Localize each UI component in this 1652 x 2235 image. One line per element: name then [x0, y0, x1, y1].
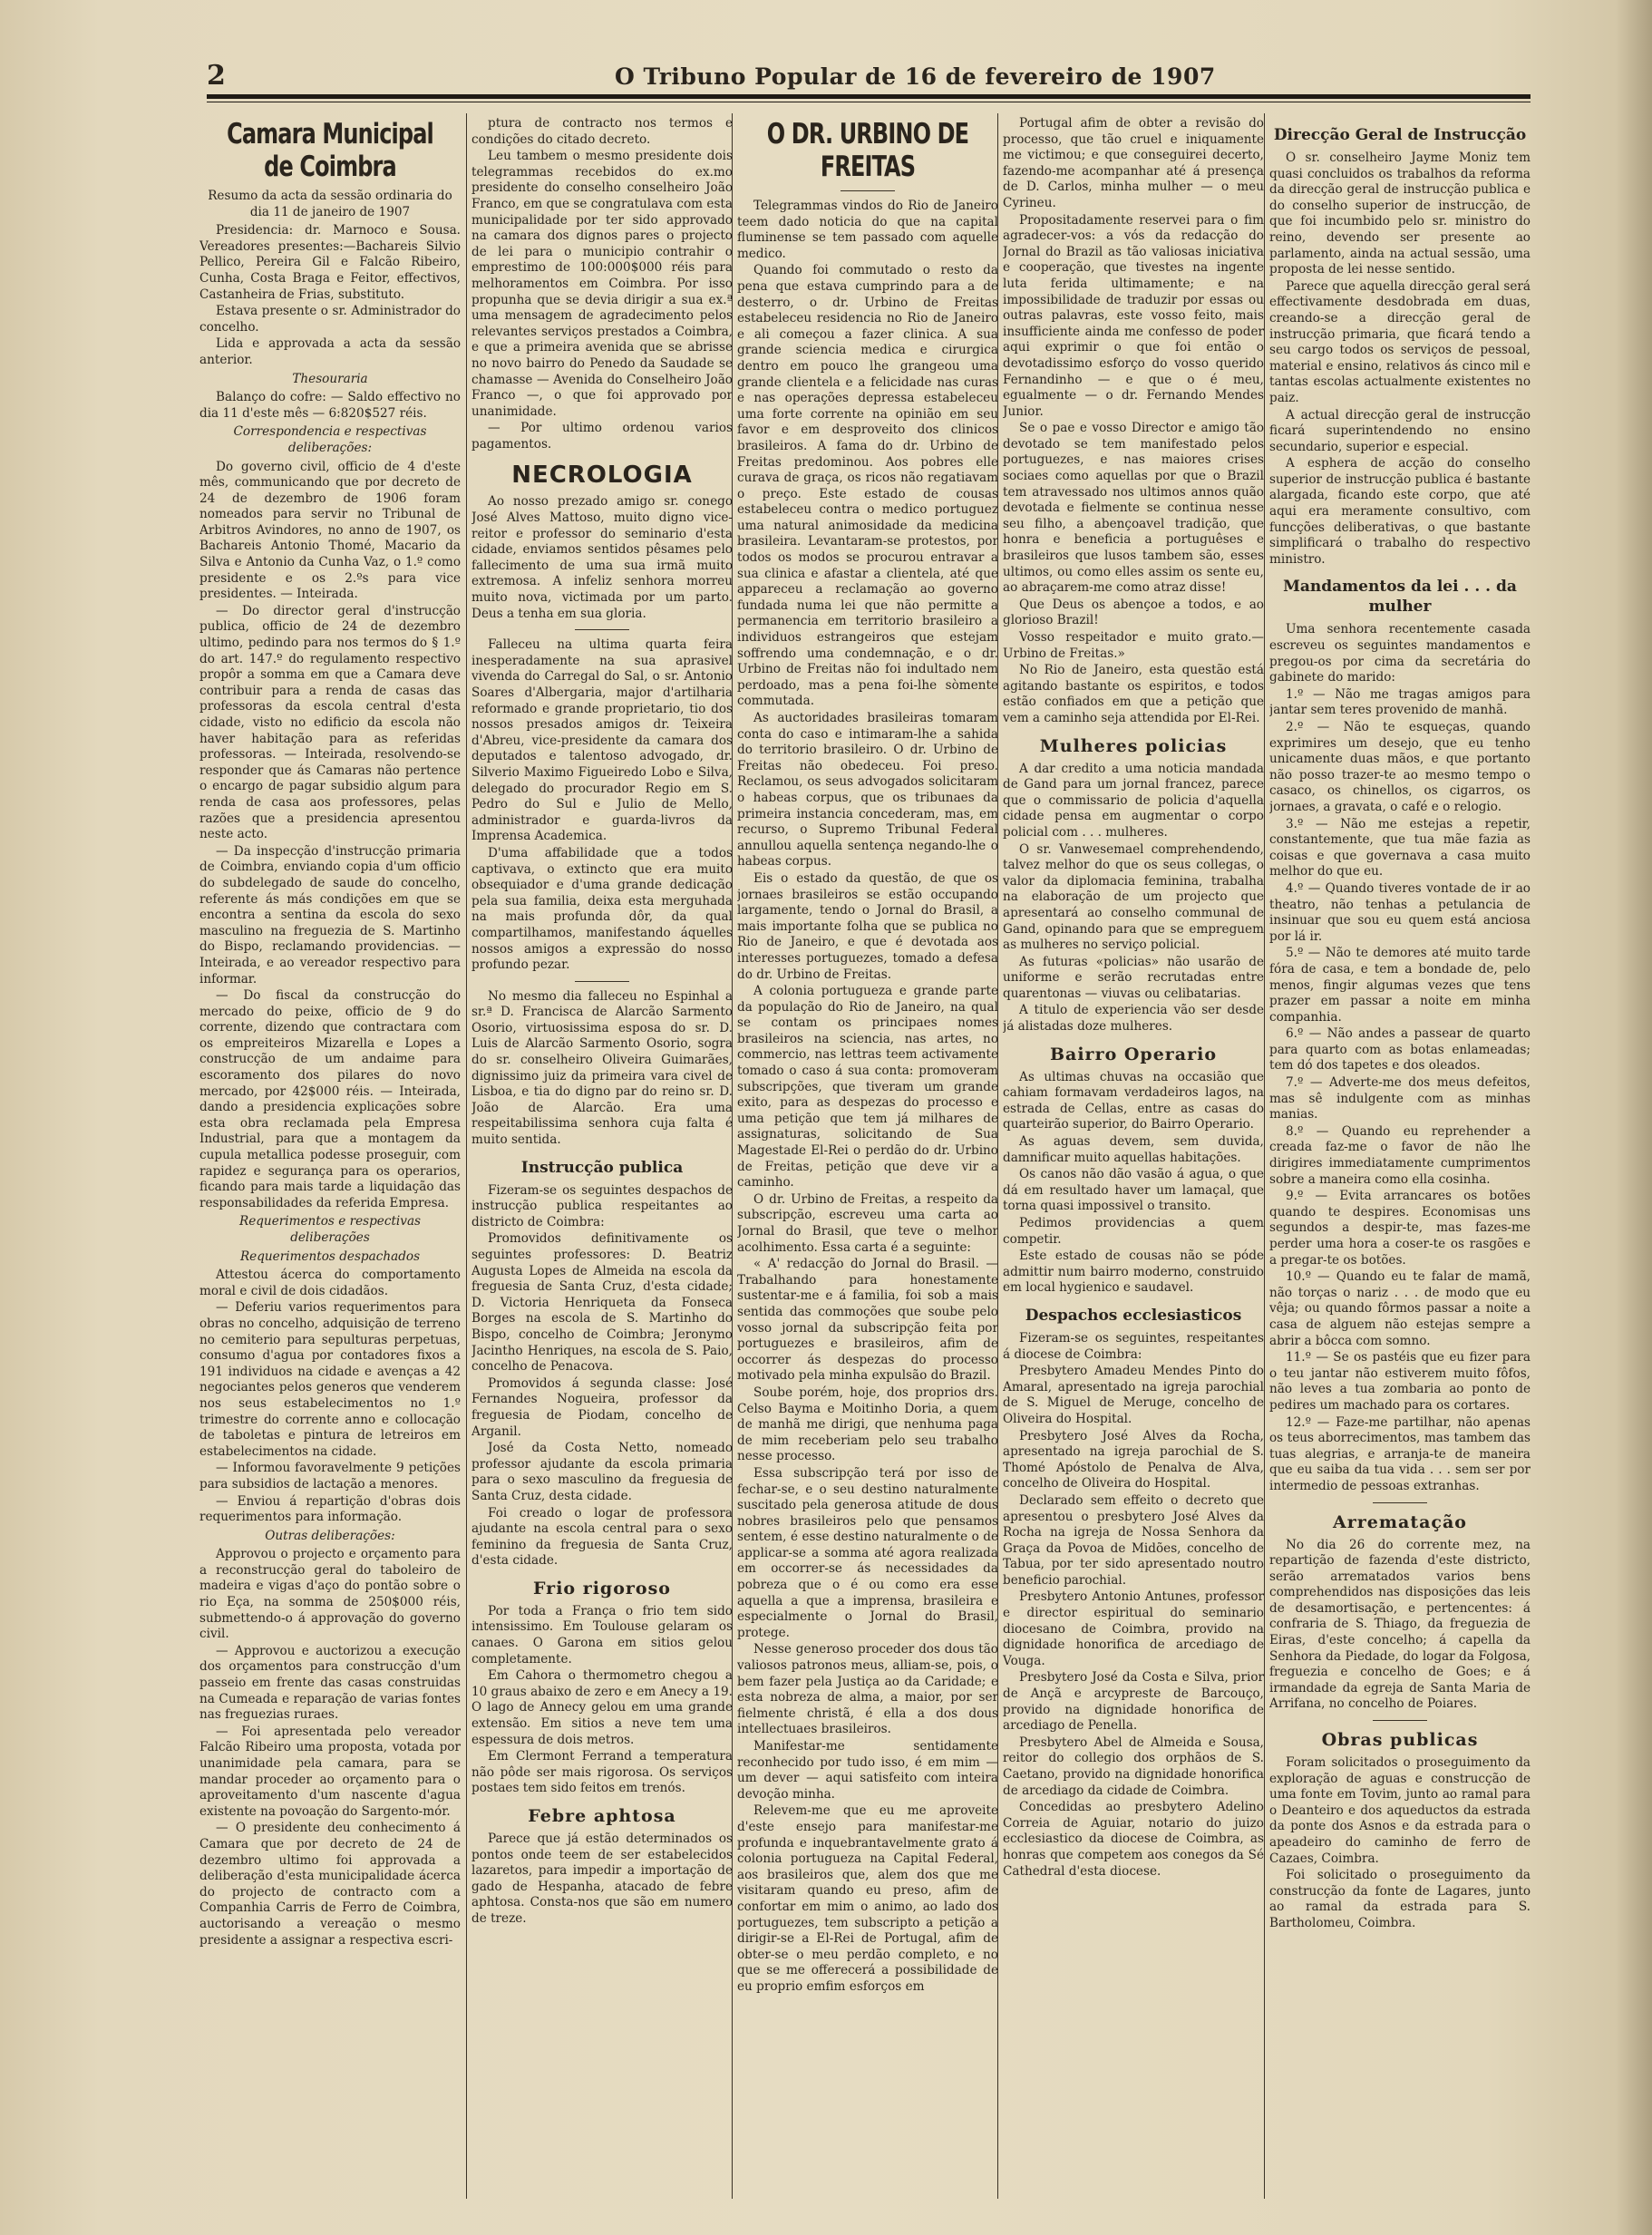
- paragraph: — Deferiu varios requerimentos para obras no concelho, adquisição de terreno no cemiterio para sepulturas perpetuas, consumo d'agua por contadores fixos a 191 individuos na cidade e avenças a 42 negociantes pelos generos que venderem nos seus estabelecimentos no 1.º trimestre do corrente anno e collocação de taboletas e pintura de letreiros em estabelecimentos na cidade.: [199, 1300, 461, 1459]
- newspaper-title: O Tribuno Popular de 16 de fevereiro de 1907: [615, 63, 1216, 90]
- divider: [575, 981, 629, 982]
- paragraph: No mesmo dia falleceu no Espinhal a sr.ª D. Francisca de Alarcão Sarmento Osorio, virtuosissima esposa do sr. D. Luis de Alarcão Sarmento Osorio, sogra do sr. conselheiro Oliveira Guimarães, dignissimo juiz da primeira vara civel de Lisboa, e tia do digno par do reino sr. D. João de Alarcão. Era uma respeitabilissima senhora cuja falta é muito sentida.: [471, 988, 733, 1148]
- paragraph: A esphera de acção do conselho superior de instrucção publica é bastante alargada, ficando este corpo, que até aqui era meramente consultivo, com funcções deliberativas, o que bastante simplificará o trabalho do respectivo ministro.: [1269, 456, 1531, 567]
- paragraph: A actual direcção geral de instrucção ficará superintendendo no ensino secundario, superior e especial.: [1269, 407, 1531, 454]
- article-headline: O DR. URBINO DE FREITAS: [766, 118, 969, 183]
- paragraph: Parece que já estão determinados os pontos onde teem de ser estabelecidos lazaretos, para impedir a importação de gado de Hespanha, atacado de febre aphtosa. Consta-nos que são em numero de treze.: [471, 1832, 733, 1926]
- paragraph: Parece que aquella direcção geral será effectivamente desdobrada em duas, creando-se a direcção geral de instrucção primaria, que ficará tendo a seu cargo todos os serviços de pessoal, material e ensino, relativos ás cinco mil e tantas escolas actualmente existentes no paiz.: [1269, 278, 1531, 405]
- section-heading-mulheres: Mulheres policias: [1039, 735, 1228, 756]
- column-rule: [1264, 113, 1265, 2199]
- paragraph: Uma senhora recentemente casada escreveu os seguintes mandamentos e pregou-os por cima da secretária do gabinete do marido:: [1269, 622, 1531, 685]
- paragraph: Presidencia: dr. Marnoco e Sousa. Vereadores presentes:—Bachareis Silvio Pellico, Pereira Gil e Falcão Ribeiro, Cunha, Costa Braga e Feitor, effectivos, Castanheira de Frias, substituto.: [199, 223, 461, 302]
- subheading: Thesouraria: [292, 371, 368, 386]
- paragraph: — Foi apresentada pelo vereador Falcão Ribeiro uma proposta, votada por unanimidade pela camara, para se mandar proceder ao orçamento para o aproveitamento d'um nascente d'agua existente na povoação do Sargento-mór.: [199, 1724, 461, 1819]
- paragraph: 6.º — Não andes a passear de quarto para quarto com as botas enlameadas; tem dó dos tapetes e dos oleados.: [1269, 1026, 1531, 1074]
- subheading: Correspondencia e respectivas deliberações:: [233, 424, 427, 455]
- paragraph: Declarado sem effeito o decreto que apresentou o presbytero José Alves da Rocha na igreja de Nossa Senhora da Graça da Povoa de Midões, concelho de Tabua, por ter sido apresentado noutro beneficio parochial.: [1003, 1492, 1264, 1588]
- paragraph: Foram solicitados o proseguimento da exploração de aguas e construcção de uma fonte em Tovim, junto ao ramal para o Deanteiro e dos aqueductos da estrada da ponte dos Asnos e da estrada para o apeadeiro do caminho de ferro de Cazaes, Coimbra.: [1269, 1755, 1531, 1866]
- paragraph: 4.º — Quando tiveres vontade de ir ao theatro, não tenhas a petulancia de insinuar que sou eu quem está anciosa por lá ir.: [1269, 880, 1531, 944]
- divider: [1373, 1720, 1427, 1721]
- paragraph: A titulo de experiencia vão ser desde já alistadas doze mulheres.: [1003, 1003, 1264, 1035]
- column-4: [1003, 116, 1264, 2211]
- paragraph: 7.º — Adverte-me dos meus defeitos, mas sê indulgente com as minhas manias.: [1269, 1075, 1531, 1122]
- paragraph: Este estado de cousas não se póde admittir num bairro moderno, construido em local hygienico e saudavel.: [1003, 1249, 1264, 1296]
- paragraph: Attestou ácerca do comportamento moral e civil de dois cidadãos.: [199, 1268, 461, 1298]
- page-header: [207, 56, 1531, 92]
- paragraph: Concedidas ao presbytero Adelino Correia de Aguiar, notario do juizo ecclesiastico da diocese de Coimbra, as honras que competem aos conegos da Sé Cathedral d'esta diocese.: [1003, 1800, 1264, 1879]
- section-heading-obras: Obras publicas: [1321, 1730, 1479, 1751]
- paragraph: Por toda a França o frio tem sido intensissimo. Em Toulouse gelaram os canaes. O Garona em sitios gelou completamente.: [471, 1603, 733, 1667]
- paragraph: Estava presente o sr. Administrador do concelho.: [199, 304, 461, 335]
- paragraph: 3.º — Não me estejas a repetir, constantemente, que tua mãe fazia as coisas e que governava a casa muito melhor do que eu.: [1269, 816, 1531, 879]
- section-heading-necrologia: NECROLOGIA: [511, 462, 693, 490]
- paragraph: Lida e approvada a acta da sessão anterior.: [199, 336, 461, 367]
- paragraph: Relevem-me que eu me aproveite d'este ensejo para manifestar-me profunda e inquebrantavelmente grato á colonia portugueza na Capital Federal, aos brasileiros que, alem dos que me visitaram quando eu preso, afim de confortar em mim o animo, ao lado dos portuguezes, tem subscripto a petição a dirigir-se a El-Rei de Portugal, afim de obter-se o meu perdão completo, e no que se me offerecerá a possibilidade de eu proprio emfim esforços em: [737, 1803, 998, 1994]
- paragraph: Propositadamente reservei para o fim agradecer-vos: a vós da redacção do Jornal do Brazil as tão valiosas iniciativa e cooperação, que tivestes na ingente luta ferida ultimamente; e na impossibilidade de traduzir por essas ou outras palavras, este vosso feito, mais insufficiente ainda me confesso de poder aqui exprimir o que foi então o devotadissimo esforço do vosso querido Fernandinho — e que o é meu, egualmente — o dr. Fernando Mendes Junior.: [1003, 212, 1264, 419]
- divider: [1373, 1502, 1427, 1503]
- section-heading-arrematacao: Arrematação: [1333, 1511, 1467, 1532]
- paragraph: Portugal afim de obter a revisão do processo, que tão cruel e iniquamente me victimou; e que conseguirei decerto, fazendo-me acompanhar até á presença de D. Carlos, minha mulher — o meu Cyrineu.: [1003, 116, 1264, 210]
- paragraph: Approvou o projecto e orçamento para a reconstrucção geral do taboleiro de madeira e vigas d'aço do pontão sobre o rio Eça, na somma de 250$000 réis, submettendo-o á approvação do governo civil.: [199, 1547, 461, 1642]
- paragraph: 11.º — Se os pastéis que eu fizer para o teu jantar não estiverem muito fôfos, não leves a tua zombaria ao ponto de pedires um machado para os cortares.: [1269, 1350, 1531, 1413]
- paragraph: Telegrammas vindos do Rio de Janeiro teem dado noticia do que na capital fluminense se tem passado com aquelle medico.: [737, 199, 998, 261]
- divider: [841, 190, 895, 191]
- paragraph: A dar credito a uma noticia mandada de Gand para um jornal francez, parece que o commissario de policia d'aquella cidade pensa em augmentar o corpo policial com . . . mulheres.: [1003, 761, 1264, 840]
- header-rule: [207, 94, 1531, 99]
- paragraph: Vosso respeitador e muito grato.— Urbino de Freitas.»: [1003, 630, 1264, 661]
- paragraph: Presbytero Abel de Almeida e Sousa, reitor do collegio dos orphãos de S. Caetano, provido na dignidade honorifica de arcediago da cidade de Coimbra.: [1003, 1735, 1264, 1798]
- paragraph: 10.º — Quando eu te falar de mamã, não torças o nariz . . . de modo que eu vêja; ou quando fôrmos passar a noite a casa de alguem não estejas sempre a abrir a bôcca com somno.: [1269, 1269, 1531, 1348]
- paragraph: Se o pae e vosso Director e amigo tão devotado se tem manifestado pelos portuguezes, e nas maiores crises sociaes como aquellas por que o Brazil tem atravessado nos ultimos annos quão devotada e fielmente se continua nesse seu filho, a abençoavel tradição, que honra e beneficia a portuguêses e brasileiros que lusos tambem são, esses ultimos, ou como elles assim os sente eu, ao abraçarem-me como atraz disse!: [1003, 421, 1264, 596]
- paragraph: 5.º — Não te demores até muito tarde fóra de casa, e tem a bondade de, pelo menos, fingir algumas vezes que tens prazer em passar a noite em minha companhia.: [1269, 946, 1531, 1025]
- paragraph: Nesse generoso proceder dos dous tão valiosos patronos meus, alliam-se, pois, o bem fazer pela Justiça ao da Caridade; e esta nobreza de alma, a maior, por ser fielmente christã, é ella a dos dous intellectuaes brasileiros.: [737, 1642, 998, 1737]
- paragraph: O dr. Urbino de Freitas, a respeito da subscripção, escreveu uma carta ao Jornal do Brasil, que teve o melhor acolhimento. Essa carta é a seguinte:: [737, 1191, 998, 1255]
- section-heading-bairro: Bairro Operario: [1049, 1044, 1218, 1064]
- paragraph: As auctoridades brasileiras tomaram conta do caso e intimaram-lhe a sahida do territorio brasileiro. O dr. Urbino de Freitas não obedeceu. Foi preso. Reclamou, os seus advogados solicitaram o habeas corpus, que os tribunaes da primeira instancia concederam, mas, em recurso, o Supremo Tribunal Federal annullou aquella sentença negando-lhe o habeas corpus.: [737, 711, 998, 870]
- paragraph: Balanço do cofre: — Saldo effectivo no dia 11 d'este mês — 6:820$527 réis.: [199, 390, 461, 421]
- paragraph: Manifestar-me sentidamente reconhecido por tudo isso, é em mim — um dever — aqui satisfeito com inteira devoção minha.: [737, 1739, 998, 1802]
- paragraph: Essa subscripção terá por isso de fechar-se, e o seu destino naturalmente suscitado pela generosa atitude de dous nobres brasileiros pelo que pensamos sentem, é esse destino naturalmente o de applicar-se a somma até agora realizada em occorrer-se ás necessidades da pobreza que o é ou como era esse aquella a que a imprensa, brasileira e especialmente o Jornal do Brasil, protege.: [737, 1465, 998, 1640]
- paragraph: Fizeram-se os seguintes despachos de instrucção publica respeitantes ao districto de Coimbra:: [471, 1182, 733, 1229]
- paragraph: As ultimas chuvas na occasião que cahiam formavam verdadeiros lagos, na estrada de Cellas, entre as casas do quarteirão superior, do Bairro Operario.: [1003, 1069, 1264, 1132]
- paragraph: Eis o estado da questão, de que os jornaes brasileiros se estão occupando largamente, tendo o Jornal do Brasil, a mais importante folha que se publica no Rio de Janeiro, e que é devotada aos interesses portuguezes, tomado a defesa do dr. Urbino de Freitas.: [737, 870, 998, 982]
- paragraph: — Approvou e auctorizou a execução dos orçamentos para construcção d'um passeio em frente das casas construidas na Cumeada e reparação de varias fontes nas freguezias ruraes.: [199, 1643, 461, 1723]
- paragraph: Leu tambem o mesmo presidente dois telegrammas recebidos do ex.mo presidente do conselho conselheiro João Franco, em que se congratulava com esta municipalidade por ter sido approvado na camara dos dignos pares o projecto de lei para o municipio contrahir o emprestimo de 100:000$000 réis para melhoramentos em Coimbra. Por isso propunha que se devia dirigir a sua ex.ª uma mensagem de agradecimento pelos relevantes serviços prestados a Coimbra, e que a primeira avenida que se abrisse no novo bairro do Penedo da Saudade se chamasse — Avenida do Conselheiro João Franco —, o que foi approvado por unanimidade.: [471, 149, 733, 419]
- paragraph: As futuras «policias» não usarão de uniforme e serão recrutadas entre quarentonas — viuvas ou celibatarias.: [1003, 954, 1264, 1001]
- page-number: 2: [207, 60, 226, 92]
- paragraph: — Enviou á repartição d'obras dois requerimentos para informação.: [199, 1493, 461, 1525]
- paragraph: Promovidos á segunda classe: José Fernandes Nogueira, professor da freguesia de Piodam, concelho de Arganil.: [471, 1375, 733, 1439]
- paragraph: Em Clermont Ferrand a temperatura não pôde ser mais rigorosa. Os serviços postaes tem sido feitos em trenós.: [471, 1749, 733, 1796]
- section-heading-despachos: Despachos ecclesiasticos: [1025, 1306, 1242, 1325]
- paragraph: Presbytero Amadeu Mendes Pinto do Amaral, apresentado na igreja parochial de S. Miguel de Meruge, concelho de Oliveira do Hospital.: [1003, 1364, 1264, 1426]
- paragraph: Foi solicitado o proseguimento da construcção da fonte de Lagares, junto ao ramal da estrada para S. Bartholomeu, Coimbra.: [1269, 1868, 1531, 1930]
- page-edge-shadow: [1616, 0, 1652, 2235]
- paragraph: 9.º — Evita arrancares os botões quando te despires. Economisas uns segundos a despir-te, mas fazes-me perder uma hora a coser-te os rasgões e a pregar-te os botões.: [1269, 1189, 1531, 1268]
- paragraph: Pedimos providencias a quem competir.: [1003, 1216, 1264, 1247]
- paragraph: — Informou favoravelmente 9 petições para subsidios de lactação a menores.: [199, 1461, 461, 1492]
- column-3: [737, 116, 998, 2211]
- paragraph: — Da inspecção d'instrucção primaria de Coimbra, enviando copia d'um officio do subdelegado de saude do concelho, referente ás más condições em que se encontra a sentina da escola do sexo masculino na freguezia de S. Martinho do Bispo, reclamando providencias. — Inteirada, e ao vereador respectivo para informar.: [199, 843, 461, 986]
- article-headline: Camara Municipal de Coimbra: [227, 118, 433, 183]
- paragraph: As aguas devem, sem duvida, damnificar muito aquellas habitações.: [1003, 1134, 1264, 1165]
- section-heading-febre: Febre aphtosa: [528, 1806, 676, 1826]
- paragraph: No Rio de Janeiro, esta questão está agitando bastante os espiritos, e todos estão confiados em que a petição que vem a caminho seja attendida por El-Rei.: [1003, 663, 1264, 725]
- subheading: Requerimentos despachados: [239, 1249, 421, 1264]
- paragraph: Do governo civil, officio de 4 d'este mês, communicando que por decreto de 24 de dezembro de 1906 foram nomeados para servir no Tribunal de Arbitros Avindores, no anno de 1907, os Bachareis Antonio Thomé, Macario da Silva e Antonio da Cunha Vaz, o 1.º como presidente e os 2.ºs para vice presidentes. — Inteirada.: [199, 459, 461, 602]
- column-rule: [466, 113, 467, 2199]
- paragraph: Em Cahora o thermometro chegou a 10 graus abaixo de zero e em Anecy a 19. O lago de Annecy gelou em uma grande extensão. Em sitios a neve tem uma espessura de dois metros.: [471, 1668, 733, 1747]
- paragraph: Quando foi commutado o resto da pena que estava cumprindo para a de desterro, o dr. Urbino de Freitas estabeleceu residencia no Rio de Janeiro e ali começou a fazer clinica. A sua grande sciencia medica e cirurgica dentro em pouco lhe grangeou uma grande clientela e a felicidade nas curas e nas operações depressa estabeleceu uma forte corrente na opinião em seu favor e em desproveito dos clinicos brasileiros. A fama do dr. Urbino de Freitas predominou. Aos pobres elle curava de graça, os ricos não regatiavam o preço. Este estado de cousas estabeleceu contra o medico portuguez uma natural animosidade da medicina brasileira. Levantaram-se protestos, por todos os modos se procurou entravar a sua clinica e afastar a clientela, até que appareceu a reclamação ao governo fundada numa lei que não permitte a permanencia em territorio brasileiro a individuos estrangeiros que estejam soffrendo uma condemnação, e o dr. Urbino de Freitas não foi indultado nem perdoado, mas a pena foi-lhe sòmente commutada.: [737, 263, 998, 709]
- paragraph: 1.º — Não me tragas amigos para jantar sem teres provenido de manhã.: [1269, 686, 1531, 718]
- paragraph: ptura de contracto nos termos e condições do citado decreto.: [471, 116, 733, 147]
- subheading: Outras deliberações:: [265, 1528, 395, 1543]
- paragraph: Os canos não dão vasão á agua, o que dá em resultado haver um lamaçal, que torna quasi impossivel o transito.: [1003, 1167, 1264, 1214]
- column-5: [1269, 116, 1531, 2211]
- section-heading-direccao: Direcção Geral de Instrucção: [1273, 126, 1527, 144]
- section-heading-mandamentos: Mandamentos da lei . . . da mulher: [1283, 578, 1517, 617]
- paragraph: D'uma affabilidade que a todos captivava, o extincto que era muito obsequiador e d'uma grande dedicação pela sua familia, deixa esta merguhada na mais profunda dôr, da qual compartilhamos, manifestando áquelles nossos amigos a expressão do nosso profundo pezar.: [471, 845, 733, 973]
- paragraph: No dia 26 do corrente mez, na repartição de fazenda d'este districto, serão arrematados varios bens comprehendidos nas disposições das leis de desamortisação, e pertencentes: á confraria de S. Thiago, da freguezia de Eiras, d'este concelho; á capella da Senhora da Piedade, do logar da Folgosa, freguezia e concelho de Goes; e á irmandade da egreja de Santa Maria de Arrifana, no concelho de Poiares.: [1269, 1537, 1531, 1712]
- paragraph: — Por ultimo ordenou varios pagamentos.: [471, 421, 733, 452]
- paragraph: Presbytero José da Costa e Silva, prior de Ançã e arcypreste de Barcouço, provido na dignidade honorifica de arcediago de Penella.: [1003, 1670, 1264, 1734]
- column-2: [471, 116, 733, 2211]
- paragraph: — Do fiscal da construcção do mercado do peixe, officio de 9 do corrente, dizendo que contractara com os empreiteiros Mizarella e Lopes a construcção de um andaime para escoramento dos pilares do novo mercado, por 42$000 réis. — Inteirada, dando a presidencia explicações sobre esta obra reclamada pela Empresa Industrial, para que a montagem da cupula metallica podesse proseguir, com rapidez e segurança para os operarios, ficando para mais tarde a liquidação das responsabilidades da referida Empresa.: [199, 988, 461, 1210]
- paragraph: O sr. conselheiro Jayme Moniz tem quasi concluidos os trabalhos da reforma da direcção geral de instrucção publica e do conselho superior de instrucção, de que foi incumbido pelo sr. ministro do reino, devendo ser presente ao parlamento, ainda na actual sessão, uma proposta de lei nesse sentido.: [1269, 151, 1531, 277]
- paragraph: A colonia portugueza e grande parte da população do Rio de Janeiro, na qual se contam os principaes nomes brasileiros na sciencia, nas artes, no commercio, nas lettras teem activamente tomado o caso á sua conta: promoveram subscripções, que tiveram um grande exito, para as despezas do processo e uma petição que tem já milhares de assignaturas, solicitando de Sua Magestade El-Rei o perdão do dr. Urbino de Freitas, petição que deve vir a caminho.: [737, 984, 998, 1190]
- paragraph: Foi creado o logar de professora ajudante na escola central para o sexo feminino da freguesia de Santa Cruz, d'esta cidade.: [471, 1505, 733, 1569]
- paragraph: Presbytero José Alves da Rocha, apresentado na igreja parochial de S. Thomé Apóstolo de Penalva de Alva, concelho de Oliveira do Hospital.: [1003, 1428, 1264, 1492]
- article-subhead: Resumo da acta da sessão ordinaria do dia 11 de janeiro de 1907: [208, 189, 452, 219]
- paragraph: 2.º — Não te esqueças, quando exprimires um desejo, que eu tenho unicamente duas mãos, e que portanto não posso trazer-te ao mesmo tempo o casaco, os chinellos, os cigarros, os jornaes, a gravata, o café e o relogio.: [1269, 720, 1531, 814]
- divider: [575, 629, 629, 630]
- paragraph: Falleceu na ultima quarta feira inesperadamente na sua aprasivel vivenda do Carregal do Sal, o sr. Antonio Soares d'Albergaria, major d'artilharia reformado e grande proprietario, tio dos nossos presados amigos dr. Teixeira d'Abreu, vice-presidente da camara dos deputados e talentoso advogado, dr. Silverio Maximo Figueiredo Lobo e Silva, delegado do procurador Regio em S. Pedro do Sul e Julio de Mello, administrador e guarda-livros da Imprensa Academica.: [471, 637, 733, 844]
- paragraph: Fizeram-se os seguintes, respeitantes á diocese de Coimbra:: [1003, 1330, 1264, 1362]
- section-heading-instrucao: Instrucção publica: [520, 1158, 684, 1177]
- column-1: [199, 116, 461, 2211]
- paragraph: Que Deus os abençoe a todos, e ao glorioso Brazil!: [1003, 597, 1264, 628]
- paragraph: Promovidos definitivamente os seguintes professores: D. Beatriz Augusta Lopes de Almeida na escola da freguesia de Santa Cruz, d'esta cidade; D. Victoria Henriqueta da Fonseca Borges na escola de S. Martinho do Bispo, concelho de Coimbra; Jeronymo Jacintho Henriques, na escola de S. Paio, concelho de Penacova.: [471, 1231, 733, 1375]
- paragraph: — Do director geral d'instrucção publica, officio de 24 de dezembro ultimo, pedindo para nos termos do § 1.º do art. 147.º do regulamento respectivo propôr a somma em que a Camara deve contribuir para a renda de casas das professoras da escola central d'esta cidade, visto no edificio da escola não haver habitação para as referidas professoras. — Inteirada, resolvendo-se responder que ás Camaras não pertence o encargo de pagar subsidio algum para renda de casa aos professores, pelas razões que a presidencia apresentou neste acto.: [199, 603, 461, 842]
- paragraph: Ao nosso prezado amigo sr. conego José Alves Mattoso, muito digno vice-reitor e professor do seminario d'esta cidade, enviamos sentidos pêsames pelo fallecimento de uma sua irmã muito extremosa. A infeliz senhora morreu muito nova, victimada por um parto. Deus a tenha em sua gloria.: [471, 494, 733, 621]
- paragraph: Presbytero Antonio Antunes, professor e director espiritual do seminario diocesano de Coimbra, provido na dignidade honorifica de arcediago de Vouga.: [1003, 1589, 1264, 1668]
- paragraph: 8.º — Quando eu reprehender a creada faz-me o favor de não lhe dirigires immediatamente cumprimentos sobre a maneira como ella cosinha.: [1269, 1123, 1531, 1187]
- paragraph: O sr. Vanwesemael comprehendendo, talvez melhor do que os seus collegas, o valor da diplomacia feminina, trabalha na elaboração de um projecto que apresentará ao conselho communal de Gand, opinando para que se empreguem as mulheres no serviço policial.: [1003, 841, 1264, 953]
- paragraph: 12.º — Faze-me partilhar, não apenas os teus aborrecimentos, mas tambem das tuas alegrias, e arranja-te de maneira que eu saiba da tua vida . . . sem ser por intermedio de pessoas extranhas.: [1269, 1414, 1531, 1493]
- paragraph: Soube porém, hoje, dos proprios drs. Celso Bayma e Moitinho Doria, a quem de manhã me dirigi, que nenhuma paga de mim receberiam pelo seu trabalho nesse processo.: [737, 1385, 998, 1464]
- paragraph: « A' redacção do Jornal do Brasil. — Trabalhando para honestamente sustentar-me e á familia, foi sob a mais sentida das commoções que soube pelo vosso jornal da subscripção feita por portuguezes e brasileiros, afim de occorrer ás despezas do processo motivado pela minha expulsão do Brazil.: [737, 1257, 998, 1384]
- subheading: Requerimentos e respectivas deliberações: [238, 1214, 422, 1245]
- paragraph: — O presidente deu conhecimento á Camara que por decreto de 24 de dezembro ultimo foi approvada a deliberação d'esta municipalidade ácerca do projecto de contracto com a Companhia Carris de Ferro de Coimbra, auctorisando a vereação o mesmo presidente a assignar a respectiva escri-: [199, 1821, 461, 1948]
- section-heading-frio: Frio rigoroso: [533, 1578, 671, 1599]
- paragraph: José da Costa Netto, nomeado professor ajudante da escola primaria para o sexo masculino da freguesia de Santa Cruz, desta cidade.: [471, 1441, 733, 1503]
